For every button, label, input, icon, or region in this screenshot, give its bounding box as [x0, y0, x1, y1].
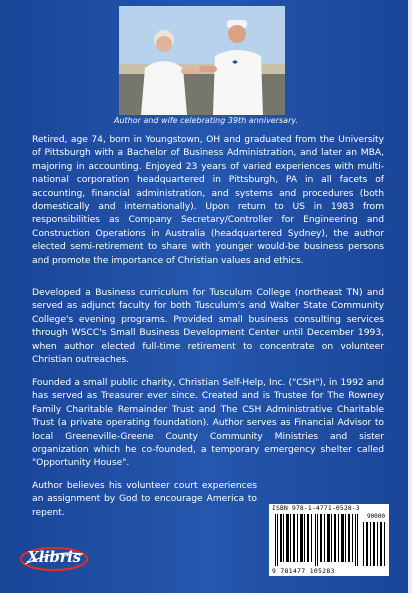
bio-paragraph-2: Developed a Business curriculum for Tusculum College (northeast TN) and served as adjunct faculty for both Tusculum's and Walter State Community College's evening programs. Provided small business consulting services through WSCC's Small Business Development Center until December 1993, when author elected full-time retirement to concentrate on volunteer Christian outreaches. — [32, 287, 384, 366]
barcode-digits: 9 781477 105283 — [272, 568, 335, 575]
bio-paragraph-4: Author believes his volunteer court experiences an assignment by God to encourage America to repent. — [32, 480, 257, 518]
author-photo — [119, 6, 285, 115]
isbn-text: ISBN 978-1-4771-0528-3 — [272, 505, 360, 512]
isbn-barcode — [269, 504, 389, 576]
bio-paragraph-1: Retired, age 74, born in Youngstown, OH and graduated from the University of Pittsburgh with a Bachelor of Business Administration, and later an MBA, majoring in accounting. Enjoyed 23 years of varied experiences with multi-national corporation headquartered in Pittsburgh, PA in all facets of accounting, financial administration, and systems and procedures (both domestically and internationally). Upon return to US in 1983 from responsibilities as Company Secretary/Controller for Engineering and Construction Operations in Australia (headquartered Sydney), the author elected semi-retirement to share with younger would-be business persons and promote the importance of Christian values and ethics. — [32, 134, 384, 266]
bio-paragraph-3: Founded a small public charity, Christian Self-Help, Inc. ("CSH"), in 1992 and has served as Treasurer ever since. Created and is Trustee for The Rowney Family Charitable Remainder Trust and The CSH Administrative Charitable Trust (a private operating foundation). Author serves as Financial Advisor to local Greeneville-Greene County Community Ministries and sister organization which he co-founded, a temporary emergency shelter called "Opportunity House". — [32, 377, 384, 469]
barcode-bars — [275, 514, 359, 566]
photo-caption: Author and wife celebrating 39th anniversary. — [113, 116, 299, 125]
price-addon-number: 90000 — [366, 513, 385, 520]
xlibris-logo — [19, 546, 89, 572]
logo-text: Xlibris — [27, 548, 81, 566]
page-edge — [408, 0, 412, 593]
addon-bars — [362, 514, 386, 566]
